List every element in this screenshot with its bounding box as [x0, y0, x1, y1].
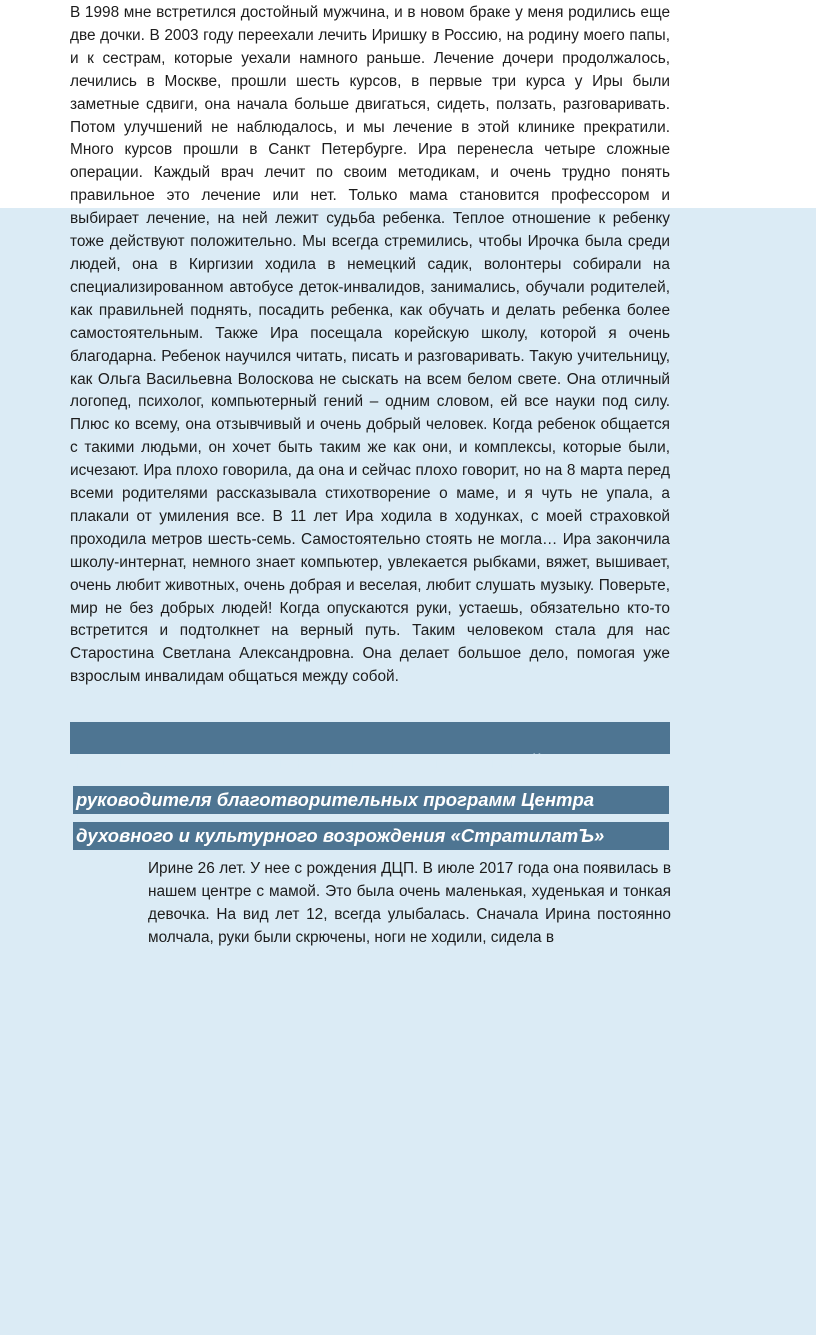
heading-line-3: духовного и культурного возрождения «СтратилатЪ» [73, 822, 669, 850]
second-paragraph: Ирине 26 лет. У нее с рождения ДЦП. В июле 2017 года она появилась в нашем центре с мамой. Это была очень маленькая, худенькая и тонкая девочка. На вид лет 12, всегда улыбалась. Сначала Ирина постоянно молчала, руки были скрючены, ноги не ходили, сидела в [148, 860, 671, 946]
main-paragraph: В 1998 мне встретился достойный мужчина, и в новом браке у меня родились еще две дочки. В 2003 году переехали лечить Иришку в Россию, на родину моего папы, и к сестрам, которые уехали намного раньше. Лечение дочери продолжалось, лечились в Москве, прошли шесть курсов, в первые три курса у Иры были заметные сдвиги, она начала больше двигаться, сидеть, ползать, разговаривать. Потом улучшений не наблюдалось, и мы лечение в этой клинике прекратили. Много курсов прошли в Санкт Петербурге. Ира перенесла четыре сложные операции. Каждый врач лечит по своим методикам, и очень трудно понять правильное это лечение или нет. Только мама становится профессором и выбирает лечение, на ней лежит судьба ребенка. Теплое отношение к ребенку тоже действуют положительно. Мы всегда стремились, чтобы Ирочка была среди людей, она в Киргизии ходила в немецкий садик, волонтеры собирали на специализированном автобусе деток-инвалидов, занимались, обучали родителей, как правильней поднять, посадить ребенка, как обучать и делать ребенка более самостоятельным. Также Ира посещала корейскую школу, которой я очень благодарна. Ребенок научился читать, писать и разговаривать. Такую учительницу, как Ольга Васильевна Волоскова не сыскать на всем белом свете. Она отличный логопед, психолог, компьютерный гений – одним словом, ей все науки под силу. Плюс ко всему, она отзывчивый и очень добрый человек. Когда ребенок общается с такими людьми, он хочет быть таким же как они, и комплексы, которые были, исчезают. Ира плохо говорила, да она и сейчас плохо говорит, но на 8 марта перед всеми родителями рассказывала стихотворение о маме, и я чуть не упала, а плакали от умиления все. В 11 лет Ира ходила в ходунках, с моей страховкой проходила метров шесть-семь. Самостоятельно стоять не могла… Ира закончила школу-интернат, немного знает компьютер, увлекается рыбками, вяжет, вышивает, очень любит животных, очень добрая и веселая, любит слушать музыку. Поверьте, мир не без добрых людей! Когда опускаются руки, устаешь, обязательно кто-то встретится и подтолкнет на верный путь. Таким человеком стала для нас Старостина Светлана Александровна. Она делает большое дело, помогая уже взрослым инвалидам общаться между собой. [70, 4, 670, 686]
heading-line-1: Рассказ Светланы Александровны Старостиной [74, 752, 544, 773]
heading-line-2: руководителя благотворительных программ Центра [73, 786, 669, 814]
heading-bar [70, 722, 670, 754]
